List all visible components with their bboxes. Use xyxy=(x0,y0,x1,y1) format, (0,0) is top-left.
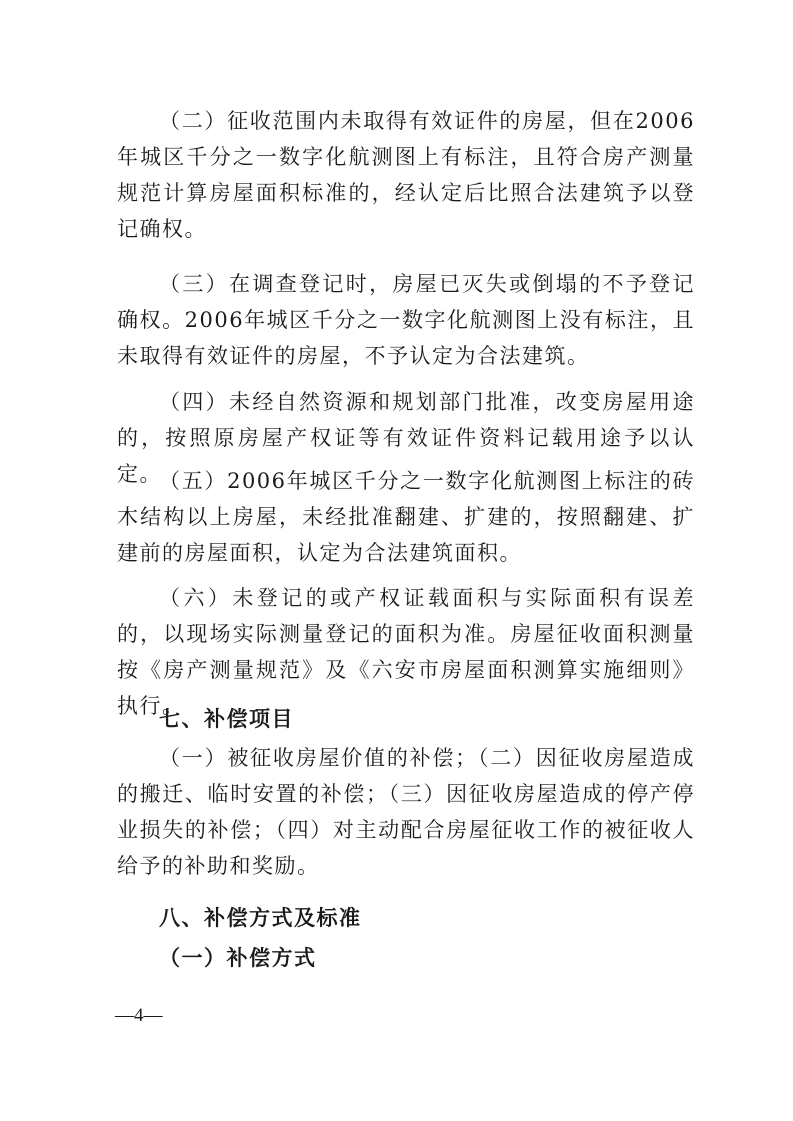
section-heading-compensation-items: 七、补偿项目 xyxy=(159,707,294,731)
paragraph-item-5: （五）2006年城区千分之一数字化航测图上标注的砖木结构以上房屋，未经批准翻建、扩建的，按照翻建、扩建前的房屋面积，认定为合法建筑面积。 xyxy=(117,469,695,565)
compensation-items-paragraph: （一）被征收房屋价值的补偿；（二）因征收房屋造成的搬迁、临时安置的补偿；（三）因征收房屋造成的停产停业损失的补偿；（四）对主动配合房屋征收工作的被征收人给予的补助和奖励。 xyxy=(117,746,695,878)
subheading-compensation-method: （一）补偿方式 xyxy=(159,946,317,970)
paragraph-item-4: （四）未经自然资源和规划部门批准，改变房屋用途的，按照原房屋产权证等有效证件资料记载用途予以认定。 xyxy=(117,390,695,486)
page-number: —4— xyxy=(115,1005,163,1026)
paragraph-item-6: （六）未登记的或产权证载面积与实际面积有误差的，以现场实际测量登记的面积为准。房屋征收面积测量按《房产测量规范》及《六安市房屋面积测算实施细则》执行。 xyxy=(117,586,695,718)
section-heading-compensation-methods: 八、补偿方式及标准 xyxy=(159,906,362,930)
paragraph-item-2: （二）征收范围内未取得有效证件的房屋，但在2006年城区千分之一数字化航测图上有标注，且符合房产测量规范计算房屋面积标准的，经认定后比照合法建筑予以登记确权。 xyxy=(117,109,695,241)
paragraph-item-3: （三）在调查登记时，房屋已灭失或倒塌的不予登记确权。2006年城区千分之一数字化航测图上没有标注，且未取得有效证件的房屋，不予认定为合法建筑。 xyxy=(117,272,695,368)
